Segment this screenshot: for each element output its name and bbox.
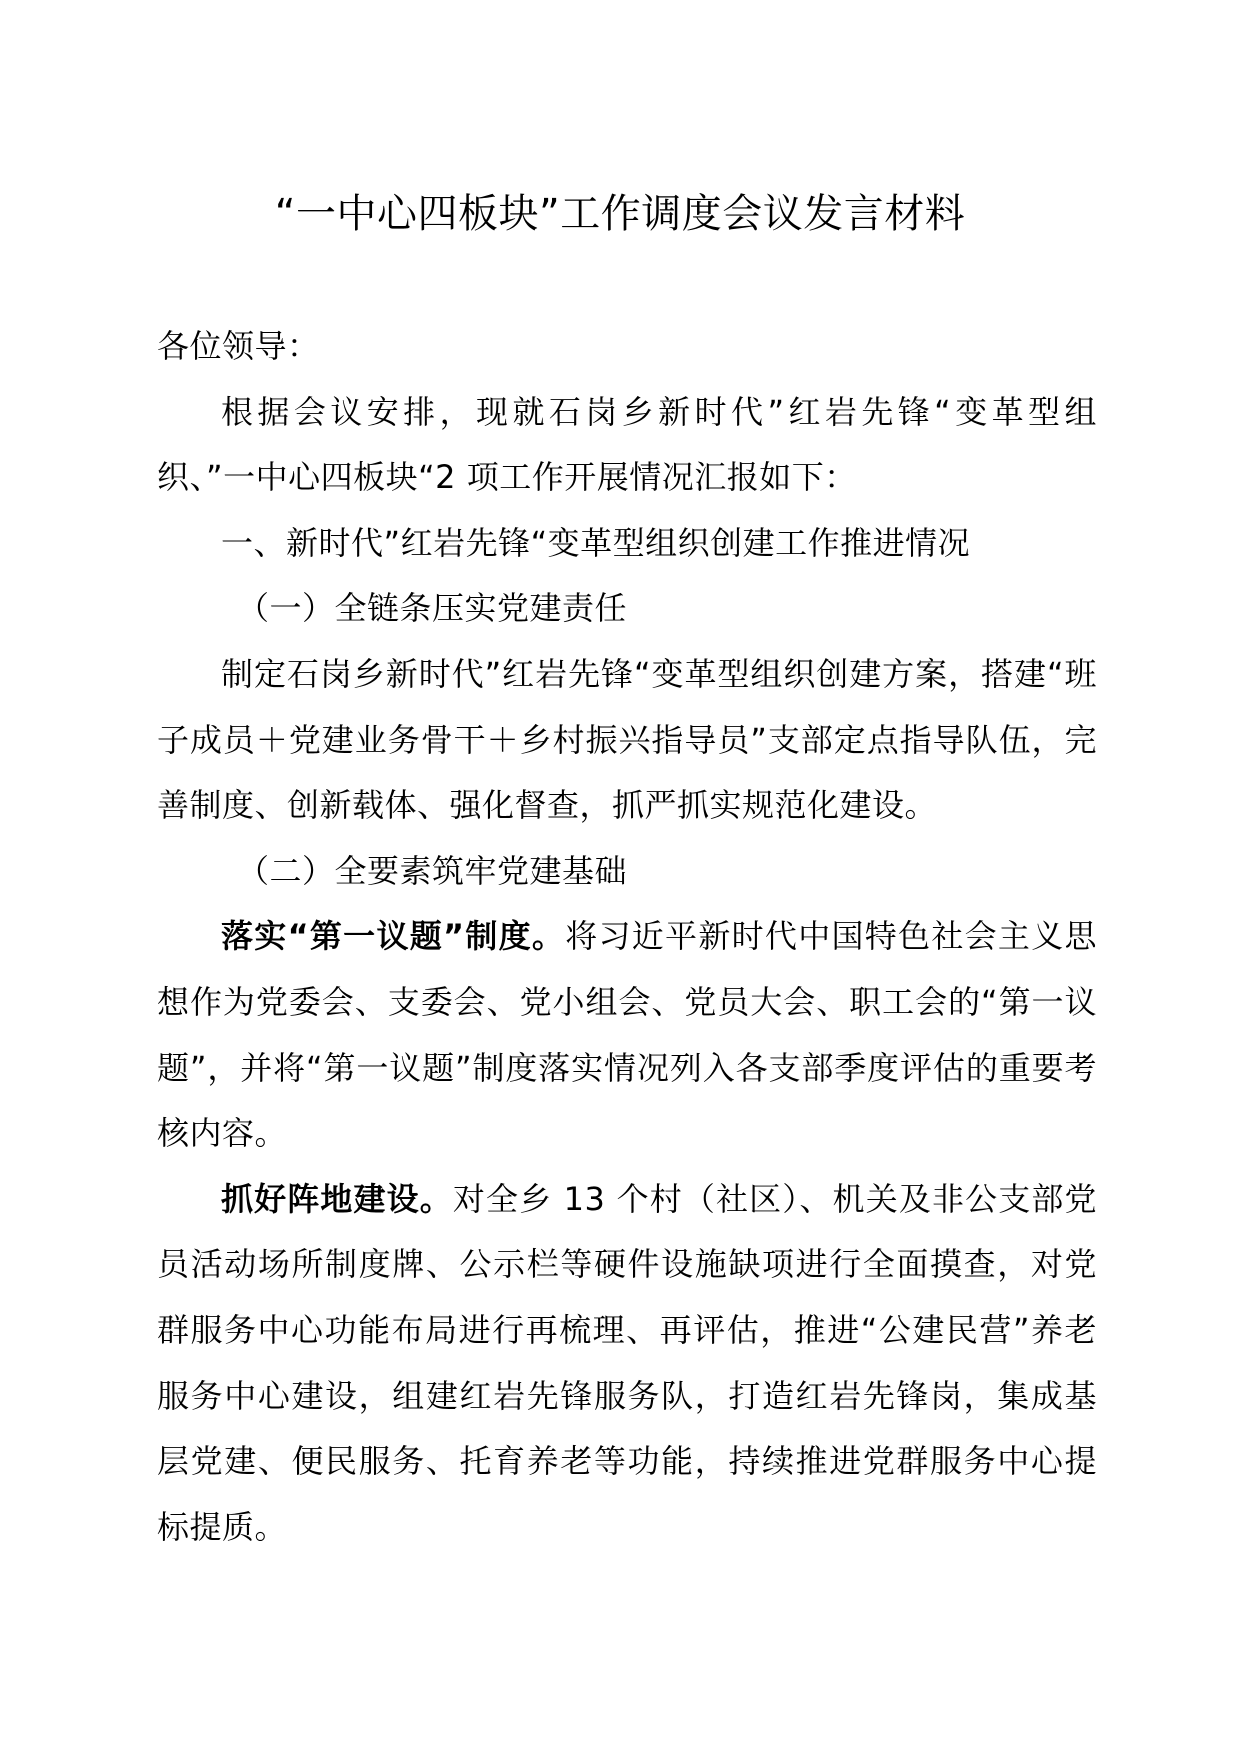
intro-paragraph: 根据会议安排，现就石岗乡新时代”红岩先锋“变革型组织、”一中心四板块“2 项工作开展情况汇报如下： bbox=[157, 392, 1097, 497]
salutation: 各位领导： bbox=[157, 327, 320, 365]
item-2-paragraph bbox=[157, 1167, 1097, 1561]
document-title: “一中心四板块”工作调度会议发言材料 bbox=[274, 191, 966, 237]
document-body bbox=[157, 314, 1097, 1560]
item-1-lead: 落实“第一议题”制度。 bbox=[221, 917, 566, 956]
item-1-paragraph bbox=[157, 904, 1097, 1166]
item-1-body: 将习近平新时代中国特色社会主义思想作为党委会、支委会、党小组会、党员大会、职工会的“第一议题”，并将“第一议题”制度落实情况列入各支部季度评估的重要考核内容。 bbox=[157, 917, 1097, 1153]
section-heading-1: 一、新时代”红岩先锋“变革型组织创建工作推进情况 bbox=[221, 523, 971, 562]
item-2-lead: 抓好阵地建设。 bbox=[221, 1179, 453, 1218]
subsection-1-paragraph: 制定石岗乡新时代”红岩先锋“变革型组织创建方案，搭建“班子成员＋党建业务骨干＋乡村振兴指导员”支部定点指导队伍，完善制度、创新载体、强化督查，抓严抓实规范化建设。 bbox=[157, 654, 1097, 825]
subsection-heading-2: （二）全要素筑牢党建基础 bbox=[237, 851, 628, 890]
subsection-heading-1: （一）全链条压实党建责任 bbox=[237, 589, 628, 628]
item-2-body: 对全乡 13 个村（社区）、机关及非公支部党员活动场所制度牌、公示栏等硬件设施缺项进行全面摸查，对党群服务中心功能布局进行再梳理、再评估，推进“公建民营”养老服务中心建设，组建红岩先锋服务队，打造红岩先锋岗，集成基层党建、便民服务、托育养老等功能，持续推进党群服务中心提标提质。 bbox=[157, 1179, 1097, 1546]
